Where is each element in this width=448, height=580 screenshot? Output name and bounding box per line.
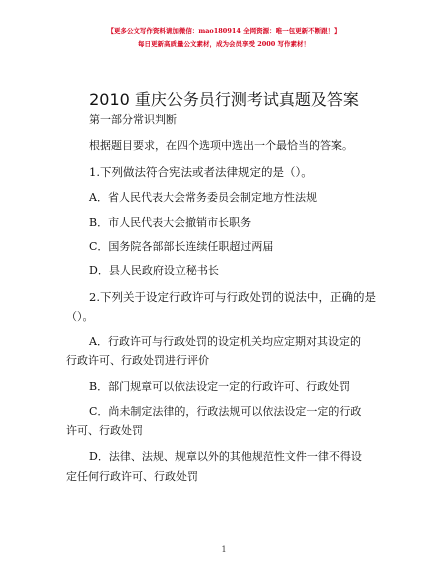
question-2-option-c-cont: 许可、行政处罚 [66,424,143,437]
promo-banner-line-2: 每日更新高质量公文素材，成为会员享受 2000 写作素材！ [137,40,311,48]
instruction-text: 根据题目要求，在四个选项中选出一个最恰当的答案。 [89,139,353,152]
section-heading: 第一部分常识判断 [89,113,177,126]
question-2-option-a: A．行政许可与行政处罚的设定机关均应定期对其设定的 [89,335,361,348]
question-1-option-a: A．省人民代表大会常务委员会制定地方性法规 [89,191,317,204]
question-1-option-b: B．市人民代表大会撤销市长职务 [89,216,252,229]
question-2-option-d-cont: 定任何行政许可、行政处罚 [66,470,198,483]
question-2-option-c: C．尚未制定法律的，行政法规可以依法设定一定的行政 [89,405,362,418]
question-1-stem: 1.下列做法符合宪法或者法律规定的是（）。 [89,165,313,179]
question-1-option-d: D．县人民政府设立秘书长 [89,264,219,277]
question-1-option-c: C．国务院各部部长连续任职超过两届 [89,240,274,253]
page-number: 1 [221,545,227,554]
promo-banner-line-1: 【更多公文写作资料请加微信：mao180914 全网资源：唯一包更新不断跟！】 [107,27,341,35]
question-2-option-d: D．法律、法规、规章以外的其他规范性文件一律不得设 [89,450,362,463]
question-2-stem: 2.下列关于设定行政许可与行政处罚的说法中，正确的是 [89,290,376,304]
question-2-option-b: B．部门规章可以依法设定一定的行政许可、行政处罚 [89,380,351,393]
question-2-option-a-cont: 行政许可、行政处罚进行评价 [66,354,209,367]
document-title: 2010 重庆公务员行测考试真题及答案 [89,90,359,109]
question-2-stem-cont: （）。 [66,310,94,323]
